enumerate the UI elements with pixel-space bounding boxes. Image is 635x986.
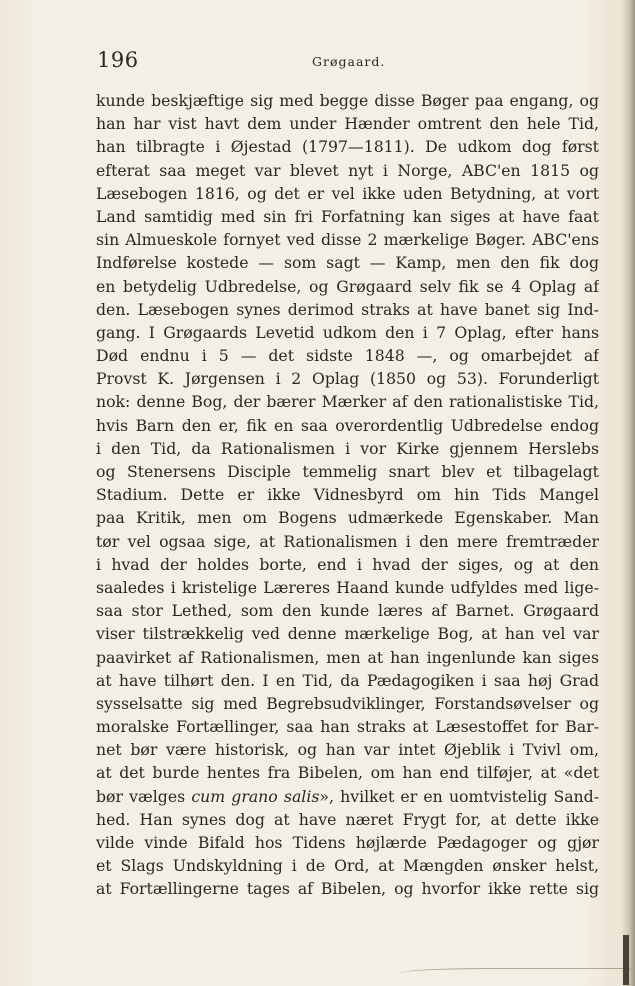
text-line: en betydelig Udbredelse, og Grøgaard selv fik se 4 Oplag af	[96, 276, 599, 296]
text-line: moralske Fortællinger, saa han straks at Læsestoffet for Bar-	[96, 717, 599, 737]
page-edge-mark	[623, 935, 629, 985]
text-line: efterat saa meget var blevet nyt i Norge, ABC'en 1815 og	[96, 160, 599, 180]
text-line: hvis Barn den er, fik en saa overordentlig Udbredelse endog	[96, 415, 599, 435]
text-line: og Stenersens Disciple temmelig snart blev et tilbagelagt	[96, 462, 599, 481]
body-text	[96, 89, 599, 901]
text-line: et Slags Undskyldning i de Ord, at Mængden ønsker helst,	[96, 856, 599, 876]
page-edge-shadow	[621, 0, 635, 986]
italic-phrase: cum grano salis	[191, 786, 320, 806]
text-line: i den Tid, da Rationalismen i vor Kirke gjennem Herslebs	[96, 438, 599, 458]
text-line: sysselsatte sig med Begrebsudviklinger, Forstandsøvelser og	[96, 693, 599, 713]
text-line: paa Kritik, men om Bogens udmærkede Egenskaber. Man	[96, 508, 599, 528]
text-line: den. Læsebogen synes derimod straks at have banet sig Ind-	[96, 299, 599, 319]
text-line: Indførelse kostede — som sagt — Kamp, men den fik dog	[96, 253, 599, 273]
text-line: viser tilstrækkelig ved denne mærkelige Bog, at han vel var	[96, 624, 599, 644]
text-line: kunde beskjæftige sig med begge disse Bøger paa engang, og	[96, 91, 599, 110]
page-curl-decoration	[400, 968, 630, 981]
text-line: at have tilhørt den. I en Tid, da Pædagogiken i saa høj Grad	[96, 670, 599, 690]
text-line: paavirket af Rationalismen, men at han ingenlunde kan siges	[96, 647, 599, 667]
text-line: Død endnu i 5 — det sidste 1848 —, og omarbejdet af	[96, 346, 599, 366]
text-line: Provst K. Jørgensen i 2 Oplag (1850 og 53). Forunderligt	[96, 369, 599, 389]
text-line: gang. I Grøgaards Levetid udkom den i 7 Oplag, efter hans	[96, 322, 599, 342]
text-line: saaledes i kristelige Læreres Haand kunde udfyldes med lige-	[96, 577, 599, 597]
page-number: 196	[97, 48, 139, 72]
text-line: tør vel ogsaa sige, at Rationalismen i den mere fremtræder	[96, 531, 599, 551]
text-line: net bør være historisk, og han var intet Øjeblik i Tvivl om,	[96, 740, 599, 760]
text-line: hed. Han synes dog at have næret Frygt for, at dette ikke	[96, 809, 599, 829]
text-line: Land samtidig med sin fri Forfatning kan siges at have faat	[96, 206, 599, 226]
text-line: saa stor Lethed, som den kunde læres af Barnet. Grøgaard	[96, 601, 599, 621]
text-line: nok: denne Bog, der bærer Mærker af den rationalistiske Tid,	[96, 392, 599, 412]
text-line: at det burde hentes fra Bibelen, om han end tilføjer, at «det	[96, 763, 599, 783]
page-header	[97, 48, 597, 78]
text-line: han tilbragte i Øjestad (1797—1811). De udkom dog først	[96, 137, 599, 157]
text-line: sin Almueskole fornyet ved disse 2 mærkelige Bøger. ABC'ens	[96, 230, 599, 250]
text-line: at Fortællingerne tages af Bibelen, og hvorfor ikke rette sig	[96, 879, 599, 899]
text-line: Stadium. Dette er ikke Vidnesbyrd om hin Tids Mangel	[96, 485, 599, 505]
text-line: Læsebogen 1816, og det er vel ikke uden Betydning, at vort	[96, 183, 599, 203]
text-line: han har vist havt dem under Hænder omtrent den hele Tid,	[96, 114, 599, 134]
text-line: i hvad der holdes borte, end i hvad der siges, og at den	[96, 554, 599, 574]
text-line: vilde vinde Bifald hos Tidens højlærde Pædagoger og gjør	[96, 833, 599, 852]
running-head: Grøgaard.	[312, 54, 386, 69]
text-line: bør vælges cum grano salis», hvilket er en uomtvistelig Sand-	[96, 786, 599, 806]
